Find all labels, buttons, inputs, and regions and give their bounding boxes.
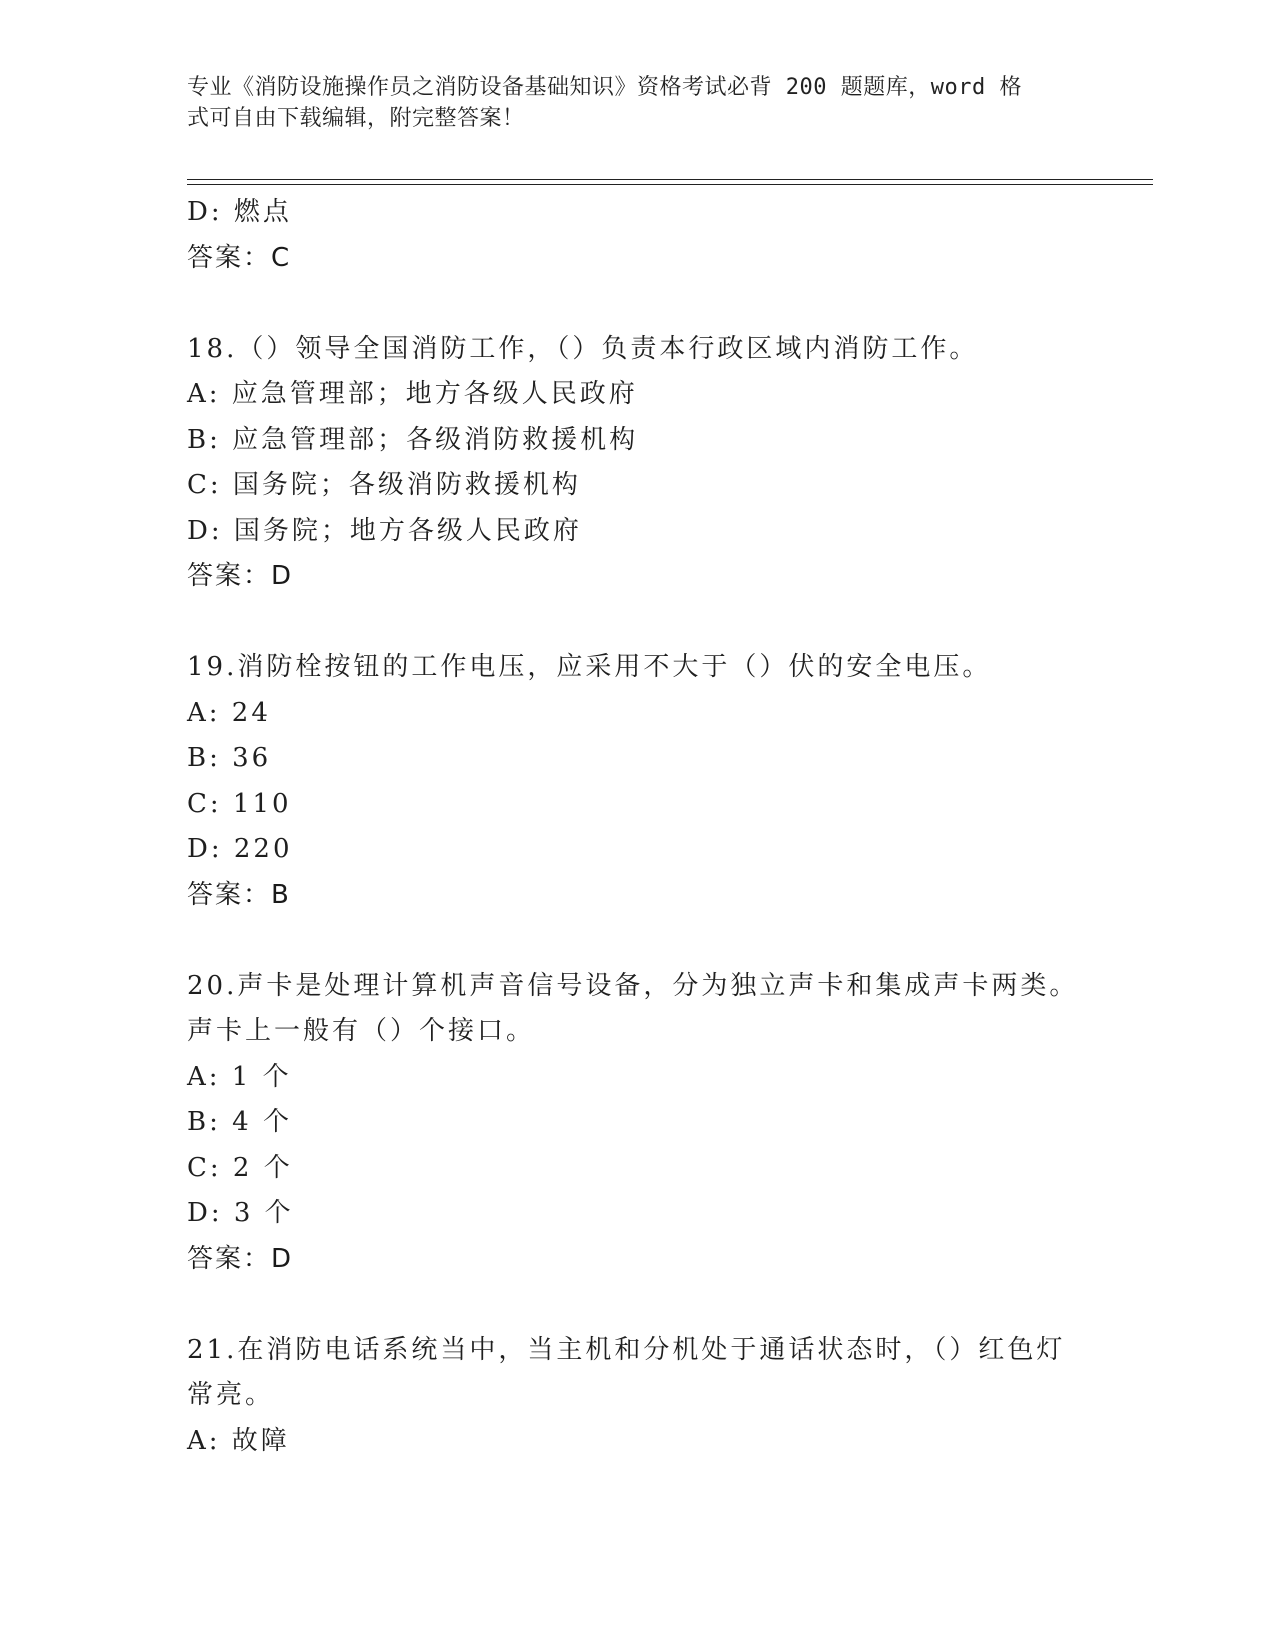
header-divider-top xyxy=(187,179,1153,180)
option-c: C: 2 个 xyxy=(187,1152,293,1183)
option-c: C: 国务院；各级消防救援机构 xyxy=(187,470,581,500)
header-divider-bottom xyxy=(187,184,1153,185)
answer-line: 答案：C xyxy=(187,242,292,273)
option-b: B: 36 xyxy=(187,743,272,773)
question-18 xyxy=(187,327,1087,600)
answer-line: 答案：D xyxy=(187,561,294,591)
option-a: A: 1 个 xyxy=(187,1061,292,1092)
question-stem: 21.在消防电话系统当中，当主机和分机处于通话状态时，（）红色灯 xyxy=(187,1334,1066,1365)
spacer xyxy=(187,1282,1087,1328)
option-c: C: 110 xyxy=(187,788,292,819)
answer-line: 答案：D xyxy=(187,1243,294,1274)
question-20 xyxy=(187,964,1087,1283)
question-list xyxy=(187,190,1087,1464)
spacer xyxy=(187,281,1087,327)
spacer xyxy=(187,600,1087,646)
option-b: B: 4 个 xyxy=(187,1107,292,1137)
header-line-1: 专业《消防设施操作员之消防设备基础知识》资格考试必背 200 题题库，word 格 xyxy=(187,75,1022,100)
option-d: D: 国务院；地方各级人民政府 xyxy=(187,515,582,546)
document-header xyxy=(187,72,1067,134)
question-stem: 20.声卡是处理计算机声音信号设备，分为独立声卡和集成声卡两类。 xyxy=(187,970,1079,1001)
question-stem-continued: 声卡上一般有（）个接口。 xyxy=(187,1016,536,1046)
option-b: B: 应急管理部；各级消防救援机构 xyxy=(187,424,639,455)
question-stem: 19.消防栓按钮的工作电压，应采用不大于（）伏的安全电压。 xyxy=(187,652,992,682)
question-stem: 18.（）领导全国消防工作，（）负责本行政区域内消防工作。 xyxy=(187,333,979,364)
question-stem-continued: 常亮。 xyxy=(187,1380,275,1410)
option-a: A: 故障 xyxy=(187,1425,290,1456)
option-a: A: 应急管理部；地方各级人民政府 xyxy=(187,379,638,409)
question-17-tail xyxy=(187,190,1087,281)
spacer xyxy=(187,918,1087,964)
question-19 xyxy=(187,645,1087,918)
question-21 xyxy=(187,1328,1087,1465)
option-d: D: 3 个 xyxy=(187,1198,294,1228)
option-d: D: 220 xyxy=(187,834,293,864)
option-d: D: 燃点 xyxy=(187,197,292,227)
answer-line: 答案：B xyxy=(187,879,291,910)
header-line-2: 式可自由下载编辑，附完整答案！ xyxy=(187,106,525,131)
option-a: A: 24 xyxy=(187,697,271,728)
